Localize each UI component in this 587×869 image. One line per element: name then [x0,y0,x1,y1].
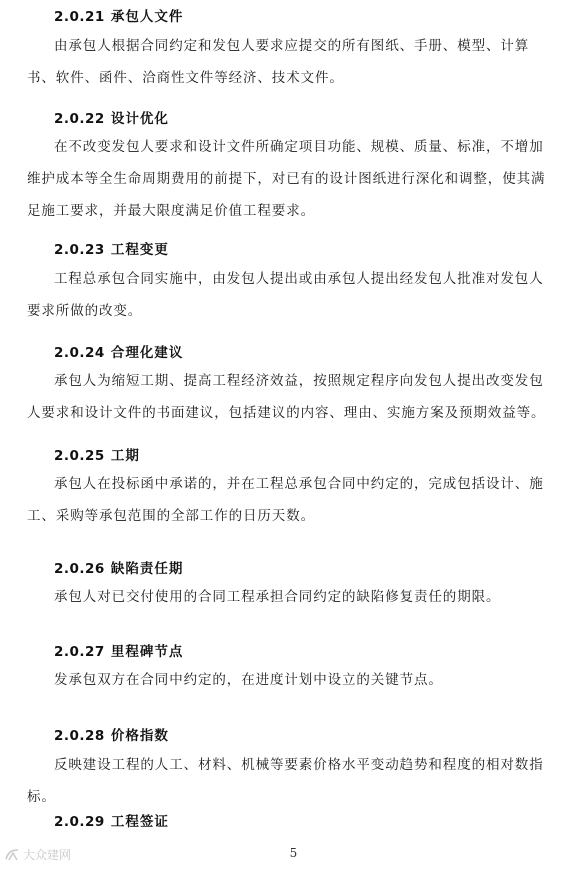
section-number: 2.0.23 [54,242,105,258]
section-number: 2.0.29 [54,814,105,830]
section-heading [54,344,183,362]
section-number: 2.0.27 [54,644,105,660]
section-body: 由承包人根据合同约定和发包人要求应提交的所有图纸、手册、模型、计算书、软件、函件、洽商性文件等经济、技术文件。 [27,38,530,86]
section-title: 里程碑节点 [110,644,184,660]
section-body: 在不改变发包人要求和设计文件所确定项目功能、规模、质量、标准，不增加维护成本等全生命周期费用的前提下，对已有的设计图纸进行深化和调整，使其满足施工要求，并最大限度满足价值工程要求。 [27,139,546,219]
section-body: 发承包双方在合同中约定的，在进度计划中设立的关键节点。 [54,672,443,688]
section-title: 价格指数 [110,728,169,744]
section-title: 合理化建议 [110,345,184,361]
section-body: 承包人对已交付使用的合同工程承担合同约定的缺陷修复责任的期限。 [54,589,501,605]
section-title: 缺陷责任期 [110,561,184,577]
section-heading [54,560,183,578]
section-heading [54,8,183,26]
section-title: 工程变更 [110,242,169,258]
section-number: 2.0.21 [54,9,105,25]
section-heading [54,447,140,465]
page-number: 5 [289,846,298,860]
section-heading [54,241,169,259]
section-body: 工程总承包合同实施中，由发包人提出或由承包人提出经发包人批准对发包人要求所做的改变。 [27,271,544,319]
section-title: 承包人文件 [110,9,184,25]
section-body: 承包人在投标函中承诺的，并在工程总承包合同中约定的，完成包括设计、施工、采购等承包范围的全部工作的日历天数。 [27,476,544,524]
section-title: 工程签证 [110,814,169,830]
section-body: 反映建设工程的人工、材料、机械等要素价格水平变动趋势和程度的相对数指标。 [27,757,544,805]
section-heading [54,643,183,661]
section-heading [54,110,169,128]
watermark-text: 大众建网 [23,848,72,862]
section-number: 2.0.28 [54,728,105,744]
section-heading [54,727,169,745]
section-title: 工期 [110,448,140,464]
section-number: 2.0.24 [54,345,105,361]
section-body: 承包人为缩短工期、提高工程经济效益，按照规定程序向发包人提出改变发包人要求和设计文件的书面建议，包括建议的内容、理由、实施方案及预期效益等。 [27,373,546,421]
section-number: 2.0.25 [54,448,105,464]
section-heading [54,813,169,831]
section-number: 2.0.22 [54,111,105,127]
section-title: 设计优化 [110,111,169,127]
section-number: 2.0.26 [54,561,105,577]
